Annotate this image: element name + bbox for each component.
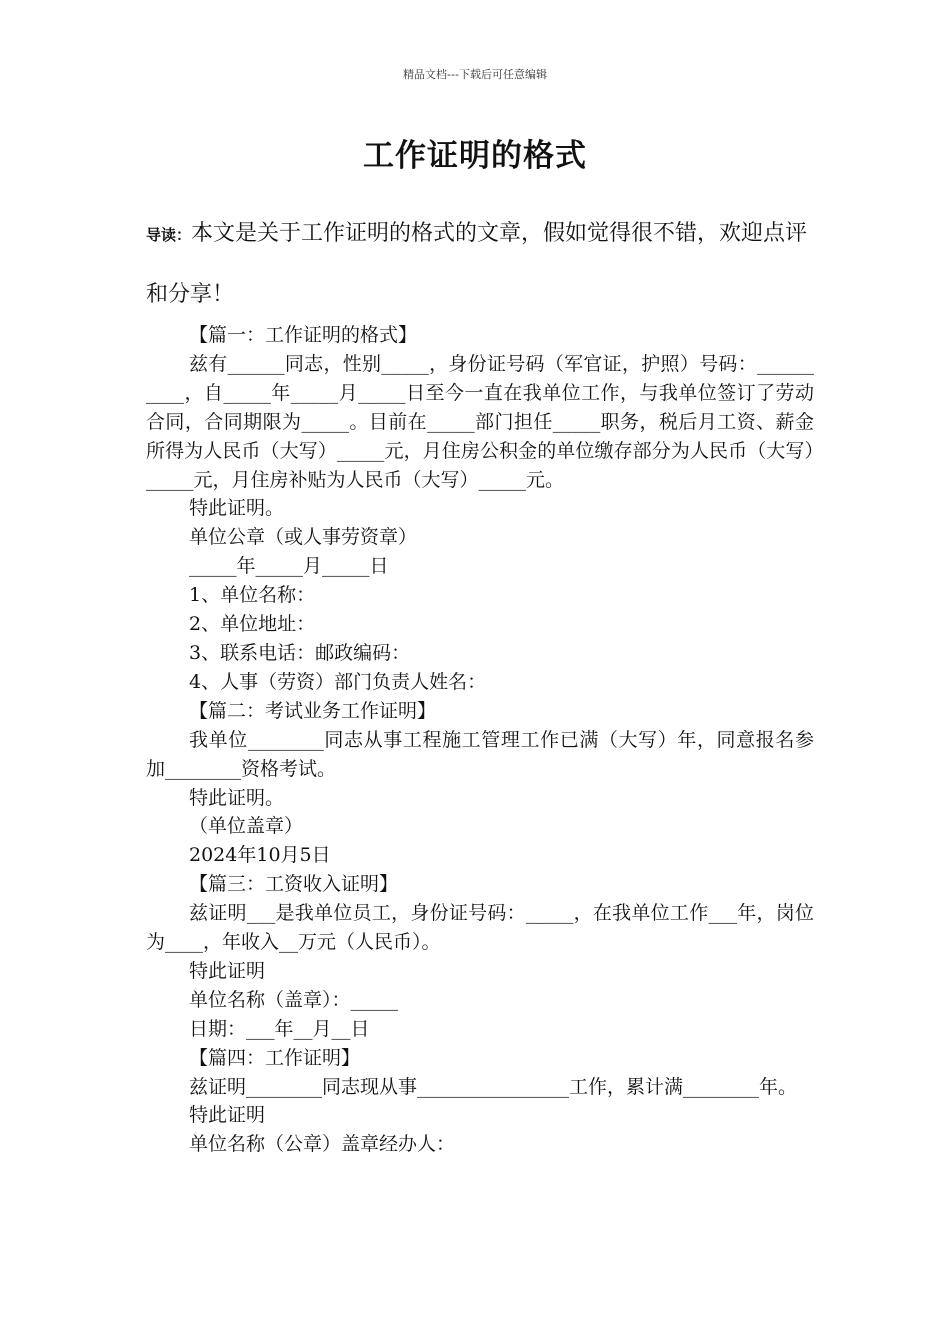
list-item: 4、人事（劳资）部门负责人姓名： bbox=[189, 670, 487, 693]
header-note: 精品文档---下载后可任意编辑 bbox=[403, 68, 547, 81]
intro-lead: 导读： bbox=[146, 226, 192, 244]
intro-text: 本文是关于工作证明的格式的文章，假如觉得很不错，欢迎点评和分享！ bbox=[146, 221, 808, 307]
paragraph: 特此证明。 bbox=[189, 786, 285, 809]
section-heading-2: 【篇二：考试业务工作证明】 bbox=[189, 699, 437, 722]
section-heading-3: 【篇三：工资收入证明】 bbox=[189, 873, 399, 896]
paragraph: 特此证明。 bbox=[189, 497, 285, 520]
document-title: 工作证明的格式 bbox=[363, 138, 587, 174]
paragraph: 2024年10月5日 bbox=[189, 844, 331, 867]
paragraph: 兹证明___是我单位员工，身份证号码：_____，在我单位工作___年，岗位为____，年收入__万元（人民币）。 bbox=[146, 902, 814, 954]
paragraph: 我单位________同志从事工程施工管理工作已满（大写）年，同意报名参加________资格考试。 bbox=[146, 728, 814, 780]
paragraph: 兹证明________同志现从事________________工作，累计满________年。 bbox=[189, 1075, 798, 1098]
list-item: 1、单位名称： bbox=[189, 584, 316, 607]
paragraph: （单位盖章） bbox=[189, 815, 304, 838]
paragraph: 特此证明 bbox=[189, 1104, 266, 1127]
list-item: 3、联系电话：邮政编码： bbox=[189, 641, 411, 664]
section-heading-1: 【篇一：工作证明的格式】 bbox=[189, 324, 418, 346]
paragraph: 单位公章（或人事劳资章） bbox=[189, 526, 418, 549]
paragraph: 日期：___年__月__日 bbox=[189, 1017, 370, 1040]
section-heading-4: 【篇四：工作证明】 bbox=[189, 1046, 361, 1069]
paragraph: _____年_____月_____日 bbox=[189, 555, 389, 578]
list-item: 2、单位地址： bbox=[189, 613, 316, 636]
intro-paragraph bbox=[146, 204, 826, 325]
paragraph: 单位名称（公章）盖章经办人： bbox=[189, 1133, 456, 1156]
document-body bbox=[146, 321, 814, 1159]
paragraph: 兹有______同志，性别_____，身份证号码（军官证，护照）号码：__________，自_____年_____月_____日至今一直在我单位工作，与我单位签订了劳动合同，合同期限为_____。目前在_____部门担任_____职务，税后月工资、薪金所得为人民币（大写）_____元，月住房公积金的单位缴存部分为人民币（大写）_____元，月住房补贴为人民币（大写）_____元。 bbox=[146, 352, 814, 491]
paragraph: 单位名称（盖章）：_____ bbox=[189, 988, 399, 1011]
paragraph: 特此证明 bbox=[189, 959, 266, 982]
